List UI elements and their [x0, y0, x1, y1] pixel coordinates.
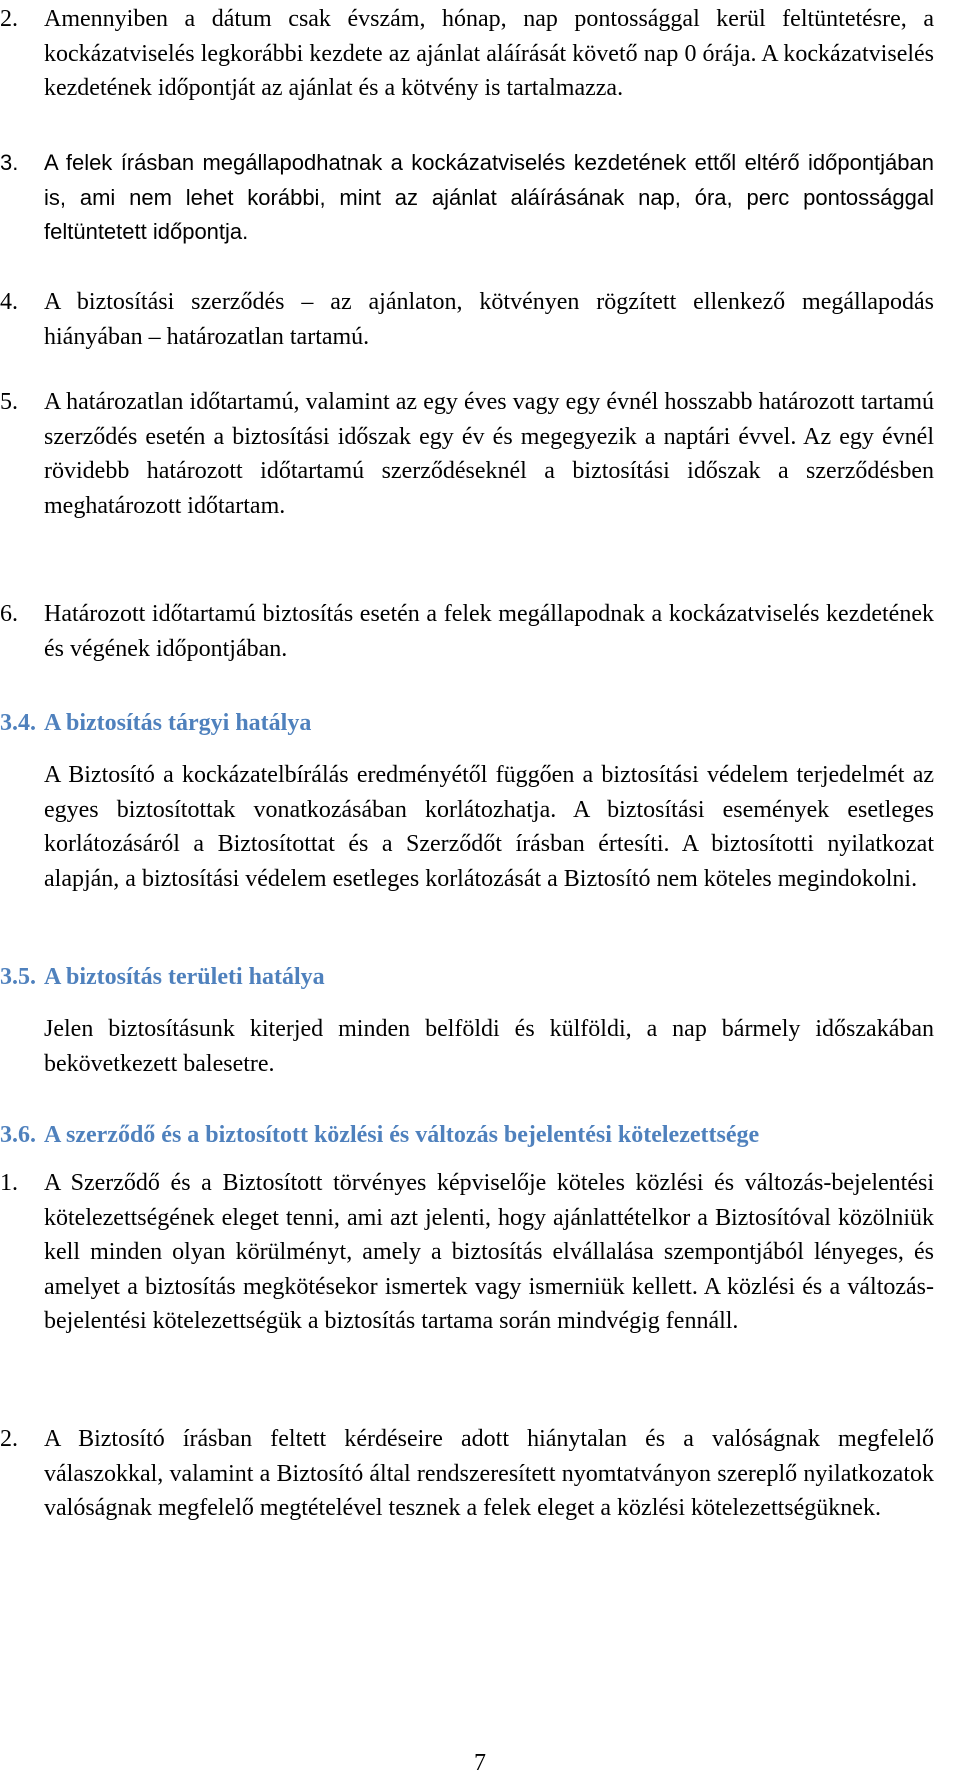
section-number: 3.6. — [0, 1122, 36, 1148]
list-item-text: A Szerződő és a Biztosított törvényes képviselője köteles közlési és változás-bejelentési kötelezettségének eleget tenni, ami azt jelenti, hogy ajánlattételkor a Biztosítóval közölniük kell minden olyan körülményt, amely a biztosítás elvállalása szempontjából lényeges, és amelyet a biztosítás megkötésekor ismertek vagy ismerniük kellett. A közlési és a változás-bejelentési kötelezettségük a biztosítás tartama során mindvégig fennáll. — [44, 1170, 934, 1335]
section-number: 3.5. — [0, 964, 36, 990]
list-item-text: Amennyiben a dátum csak évszám, hónap, nap pontossággal kerül feltüntetésre, a kockázatviselés legkorábbi kezdete az ajánlat aláírását követő nap 0 órája. A kockázatviselés kezdetének időpontját az ajánlat és a kötvény is tartalmazza. — [44, 6, 934, 102]
list-item-number: 3. — [0, 150, 19, 175]
list-item-number: 1. — [0, 1170, 18, 1196]
section-body: A Biztosító a kockázatelbírálás eredményétől függően a biztosítási védelem terjedelmét az egyes biztosítottak vonatkozásában korlátozhatja. A biztosítási események esetleges korlátozásáról a Biztosítottat és a Szerződőt írásban értesíti. A biztosítotti nyilatkozat alapján, a biztosítási védelem esetleges korlátozását a Biztosító nem köteles megindokolni. — [44, 762, 934, 892]
list-item-text: A biztosítási szerződés – az ajánlaton, kötvényen rögzített ellenkező megállapodás hiányában – határozatlan tartamú. — [44, 289, 934, 350]
section-title: A biztosítás területi hatálya — [44, 964, 325, 990]
section-title: A biztosítás tárgyi hatálya — [44, 710, 312, 736]
list-item-text: Határozott időtartamú biztosítás esetén a felek megállapodnak a kockázatviselés kezdetének és végének időpontjában. — [44, 601, 934, 662]
section-heading — [0, 706, 934, 740]
list-item-number: 6. — [0, 601, 18, 627]
section-number: 3.4. — [0, 710, 36, 736]
list-item-text: A Biztosító írásban feltett kérdéseire adott hiánytalan és a valóságnak megfelelő válaszokkal, valamint a Biztosító által rendszeresített nyomtatványon szereplő nyilatkozatok valóságnak megfelelő megtételével tesznek a felek eleget a közlési kötelezettségüknek. — [44, 1426, 934, 1522]
list-item-number: 2. — [0, 6, 18, 32]
list-item-number: 4. — [0, 289, 18, 315]
section-heading — [0, 960, 934, 994]
page-number: 7 — [474, 1750, 486, 1776]
section-body: Jelen biztosításunk kiterjed minden belföldi és külföldi, a nap bármely időszakában bekövetkezett balesetre. — [44, 1016, 934, 1077]
list-item-text: A határozatlan időtartamú, valamint az egy éves vagy egy évnél hosszabb határozott tartamú szerződés esetén a biztosítási időszak egy év és megegyezik a naptári évvel. Az egy évnél rövidebb határozott időtartamú szerződéseknél a biztosítási időszak a szerződésben meghatározott időtartam. — [44, 389, 934, 519]
list-item-number: 2. — [0, 1426, 18, 1452]
list-item-number: 5. — [0, 389, 18, 415]
section-heading — [0, 1118, 934, 1152]
section-title: A szerződő és a biztosított közlési és változás bejelentési kötelezettsége — [44, 1122, 760, 1148]
list-item-text: A felek írásban megállapodhatnak a kockázatviselés kezdetének ettől eltérő időpontjában is, ami nem lehet korábbi, mint az ajánlat aláírásának nap, óra, perc pontossággal feltüntetett időpontja. — [44, 150, 934, 245]
